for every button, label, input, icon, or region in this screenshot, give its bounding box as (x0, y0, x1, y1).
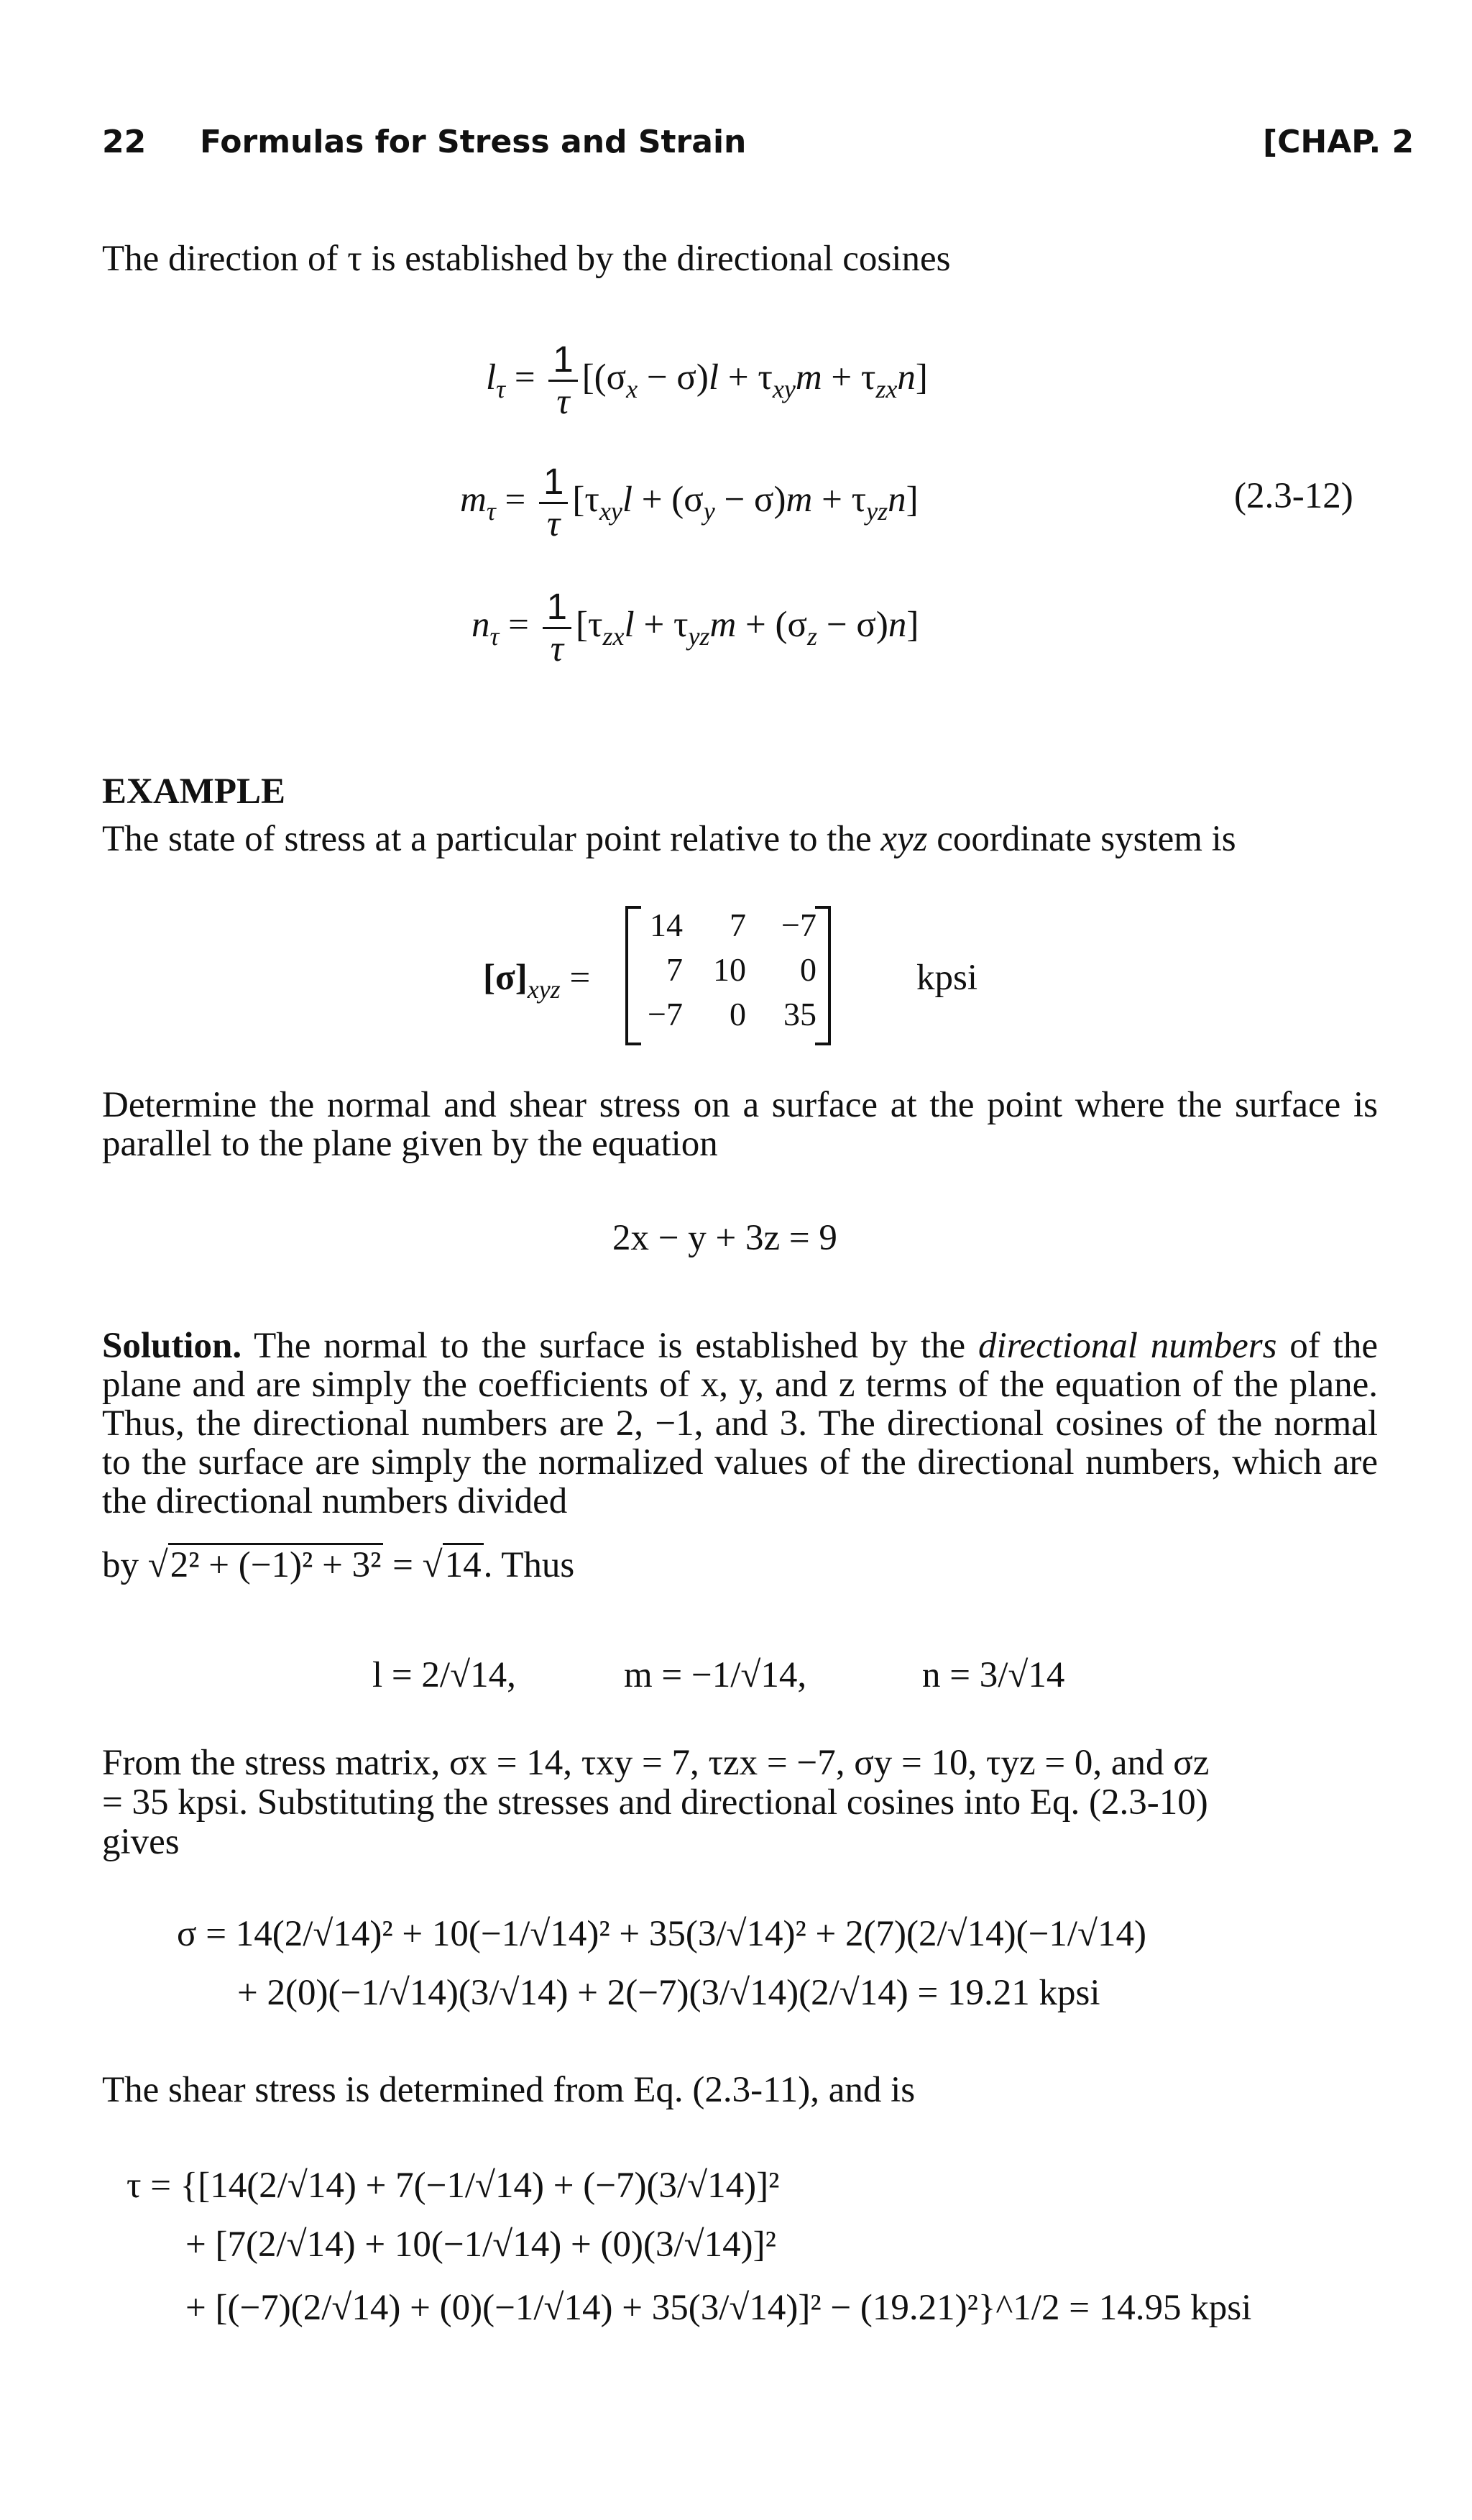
stress-values-line-3: gives (102, 1822, 180, 1862)
matrix-cell: 10 (713, 951, 746, 988)
solution-label: Solution. (102, 1326, 242, 1366)
cosine-m: m = −1/√14, (624, 1655, 807, 1695)
solution-paragraph: Solution. The normal to the surface is established by the directional numbers of the plane and are simply the coefficients of x, y, and z terms of the equation of the plane. Thus, the directional numbers are 2, −1, and 3. The directional cosines of the normal to the surface are simply the normalized values of the directional numbers, which are the directional numbers divided (102, 1326, 1378, 1521)
cosine-l: l = 2/√14, (372, 1655, 516, 1695)
matrix-cell: −7 (648, 996, 683, 1032)
equation-l-tau: $l_\tau$ = $\frac{1}{\tau}$ $[(\sigma_x - \sigma)l + \tau_{xy}m + \tau_{zx}n]$ (486, 339, 928, 422)
plane-equation: 2x − y + 3z = 9 (612, 1218, 837, 1258)
cosine-n: n = 3/√14 (922, 1655, 1065, 1695)
matrix-cell: 7 (730, 907, 746, 943)
matrix-cell: 7 (666, 951, 683, 988)
fraction: $\frac{1}{\tau}$ (539, 462, 568, 544)
shear-text: The shear stress is determined from Eq. (2.3-11), and is (102, 2070, 916, 2110)
matrix-cell: 14 (650, 907, 683, 943)
matrix-right-bracket (815, 906, 831, 1045)
matrix-cell: 0 (730, 996, 746, 1032)
matrix-cell: 35 (783, 996, 816, 1032)
matrix-lhs: $[\sigma]_{xyz}$ = (483, 958, 591, 1004)
book-title: Formulas for Stress and Strain (200, 124, 747, 160)
matrix-cell: −7 (781, 907, 816, 943)
example-statement: The state of stress at a particular point relative to the xyz coordinate system is (102, 819, 1236, 859)
sqrt-expression: √2² + (−1)² + 3² (148, 1546, 384, 1585)
stress-values-line-1: From the stress matrix, σx = 14, τxy = 7, τzx = −7, σy = 10, τyz = 0, and σz (102, 1743, 1210, 1783)
matrix-unit: kpsi (916, 958, 978, 998)
intro-text: The direction of τ is established by the directional cosines (102, 239, 951, 279)
normalization-line: by √2² + (−1)² + 3² = √14. Thus (102, 1546, 1378, 1585)
sigma-equation-line-1: σ = 14(2/√14)² + 10(−1/√14)² + 35(3/√14)² + 2(7)(2/√14)(−1/√14) (177, 1914, 1147, 1954)
sigma-equation-line-2: + 2(0)(−1/√14)(3/√14) + 2(−7)(3/√14)(2/√14) = 19.21 kpsi (237, 1973, 1100, 2013)
tau-equation-line-1: τ = {[14(2/√14) + 7(−1/√14) + (−7)(3/√14)]² (126, 2166, 780, 2206)
stress-values-line-2: = 35 kpsi. Substituting the stresses and directional cosines into Eq. (2.3-10) (102, 1782, 1208, 1823)
tau-equation-line-3: + [(−7)(2/√14) + (0)(−1/√14) + 35(3/√14)]² − (19.21)²}^1/2 = 14.95 kpsi (185, 2288, 1252, 2328)
fraction: $\frac{1}{\tau}$ (548, 339, 577, 422)
equation-m-tau: $m_\tau$ = $\frac{1}{\tau}$ $[\tau_{xy}l + (\sigma_y - \sigma)m + \tau_{yz}n]$ (460, 461, 919, 544)
matrix-cell: 0 (800, 951, 816, 988)
determine-paragraph: Determine the normal and shear stress on a surface at the point where the surface is parallel to the plane given by the equation (102, 1085, 1378, 1164)
equation-label: (2.3-12) (1234, 476, 1353, 516)
page-number: 22 (102, 124, 147, 160)
equation-n-tau: $n_\tau$ = $\frac{1}{\tau}$ $[\tau_{zx}l + \tau_{yz}m + (\sigma_z - \sigma)n]$ (472, 586, 919, 669)
chapter-label: [CHAP. 2 (1263, 124, 1414, 160)
sqrt-14: √14 (423, 1546, 484, 1585)
example-heading: EXAMPLE (102, 771, 285, 812)
tau-equation-line-2: + [7(2/√14) + 10(−1/√14) + (0)(3/√14)]² (185, 2225, 776, 2265)
fraction: $\frac{1}{\tau}$ (543, 587, 571, 669)
